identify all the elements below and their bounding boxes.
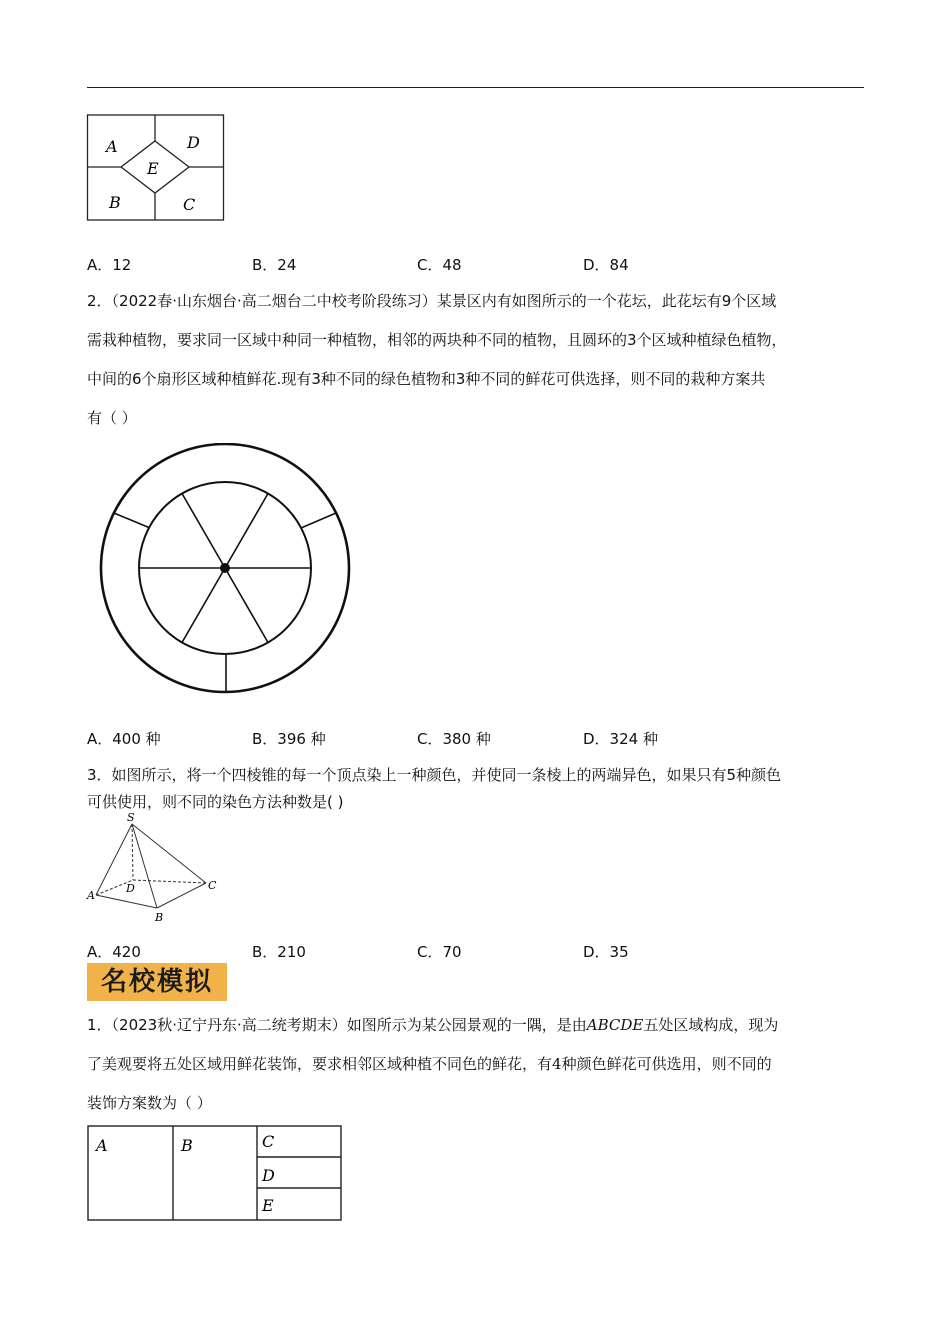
figure-garden-grid bbox=[86, 1124, 344, 1224]
figure-pyramid bbox=[84, 810, 224, 926]
header-rule bbox=[87, 87, 864, 88]
label-d: D bbox=[126, 882, 135, 895]
q3-option-d: D．35 bbox=[583, 943, 629, 961]
label-b: B bbox=[109, 193, 121, 212]
prev-option-d: D．84 bbox=[583, 256, 629, 274]
figure-region-map bbox=[86, 113, 226, 223]
label-s: S bbox=[127, 811, 135, 824]
label-c: C bbox=[262, 1132, 275, 1151]
q2-option-a: A．400 种 bbox=[87, 730, 161, 748]
label-a: A bbox=[96, 1136, 108, 1155]
prev-option-a: A．12 bbox=[87, 256, 132, 274]
prev-option-b: B．24 bbox=[252, 256, 297, 274]
q2-option-b: B．396 种 bbox=[252, 730, 326, 748]
label-e: E bbox=[147, 159, 159, 178]
q2-option-c: C．380 种 bbox=[417, 730, 491, 748]
q2-option-d: D．324 种 bbox=[583, 730, 658, 748]
q3-option-c: C．70 bbox=[417, 943, 462, 961]
question-3-text: 3．如图所示，将一个四棱锥的每一个顶点染上一种颜色，并使同一条棱上的两端异色，如果只有5种颜色 可供使用，则不同的染色方法种数是( ) bbox=[87, 766, 782, 811]
label-b: B bbox=[155, 911, 164, 924]
label-c: C bbox=[183, 195, 196, 214]
label-b: B bbox=[181, 1136, 193, 1155]
label-d: D bbox=[187, 133, 200, 152]
figure-flower-bed bbox=[98, 443, 354, 699]
label-e: E bbox=[262, 1196, 274, 1215]
prev-option-c: C．48 bbox=[417, 256, 462, 274]
label-a: A bbox=[87, 889, 95, 902]
q3-option-b: B．210 bbox=[252, 943, 306, 961]
label-d: D bbox=[262, 1166, 275, 1185]
mock-question-1-text: 1．（2023秋·辽宁丹东·高二统考期末）如图所示为某公园景观的一隅，是由ABCDE五处区域构成，现为 了美观要将五处区域用鲜花装饰，要求相邻区域种植不同色的鲜花，有4种颜色鲜花可供选用，则不同的 装饰方案数为（ ） bbox=[87, 1016, 779, 1112]
label-c: C bbox=[208, 879, 217, 892]
question-2-text: 2．（2022春·山东烟台·高二烟台二中校考阶段练习）某景区内有如图所示的一个花坛，此花坛有9个区域 需栽种植物，要求同一区域中种同一种植物，相邻的两块种不同的植物，且圆环的3个区域种植绿色植物， 中间的6个扇形区域种植鲜花.现有3种不同的绿色植物和3种不同的鲜花可供选择，则不同的栽种方案共 有（ ） bbox=[87, 292, 787, 427]
q3-option-a: A．420 bbox=[87, 943, 141, 961]
section-banner: 名校模拟 bbox=[87, 963, 227, 1001]
label-a: A bbox=[106, 137, 118, 156]
